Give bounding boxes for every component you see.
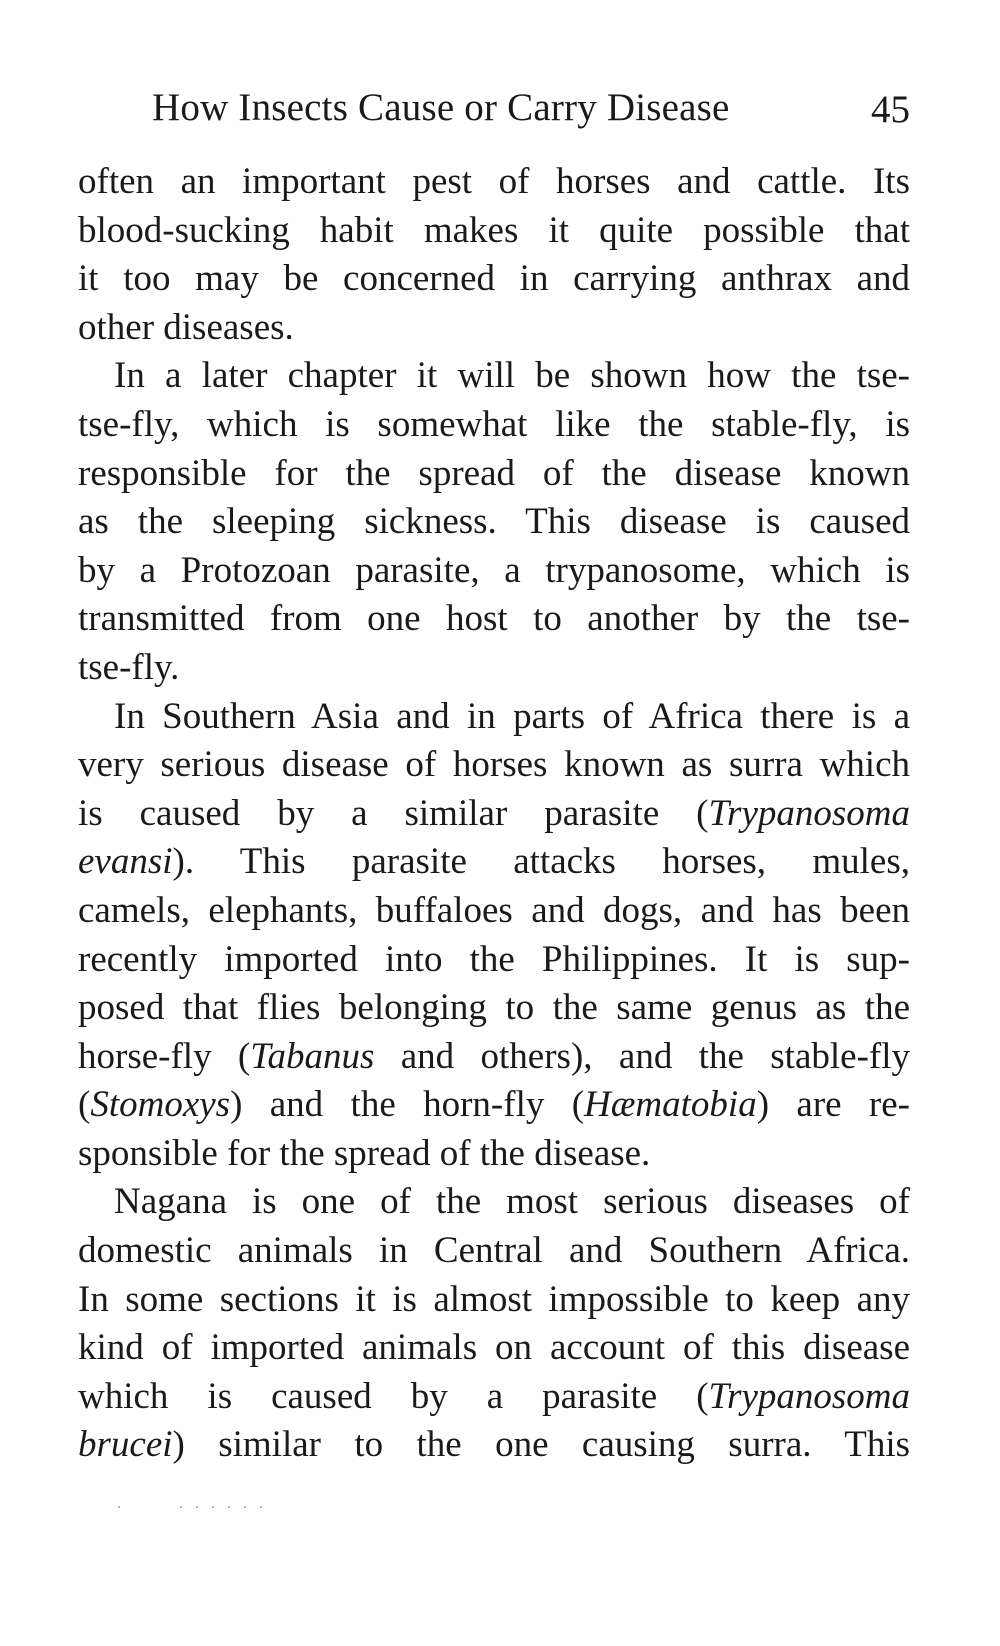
text-run: ) and the horn-fly ( bbox=[230, 1084, 585, 1126]
speck bbox=[196, 1506, 198, 1508]
text-line: Nagana is one of the most serious diseases of bbox=[114, 1181, 910, 1223]
text-line: recently imported into the Philippines. It is sup- bbox=[78, 938, 910, 980]
text-line: camels, elephants, buffaloes and dogs, and has been bbox=[78, 889, 910, 931]
speck bbox=[118, 1506, 120, 1508]
text-line: often an important pest of horses and cattle. Its bbox=[78, 161, 910, 202]
text-run: horse-fly ( bbox=[78, 1035, 251, 1077]
text-line: by a Protozoan parasite, a trypanosome, which is bbox=[78, 549, 910, 591]
text-run: ( bbox=[78, 1084, 91, 1126]
text-line: In Southern Asia and in parts of Africa there is a bbox=[114, 695, 910, 737]
running-title: How Insects Cause or Carry Disease bbox=[152, 86, 730, 129]
text-run: ). This parasite attacks horses, mules, bbox=[172, 841, 910, 883]
text-line: very serious disease of horses known as surra which bbox=[78, 744, 910, 786]
speck bbox=[228, 1506, 230, 1508]
italic-run: Trypanosoma bbox=[708, 1375, 910, 1417]
running-head bbox=[78, 78, 910, 138]
text-line: domestic animals in Central and Southern Africa. bbox=[78, 1230, 910, 1272]
text-line: In a later chapter it will be shown how the tse- bbox=[114, 355, 910, 397]
speck bbox=[260, 1506, 262, 1508]
italic-run: Tabanus bbox=[250, 1035, 375, 1077]
text-line: In some sections it is almost impossible to keep any bbox=[78, 1278, 910, 1320]
text-line bbox=[78, 838, 910, 887]
text-line bbox=[78, 1421, 910, 1470]
italic-run: Hæmatobia bbox=[584, 1084, 757, 1126]
italic-run: Trypanosoma bbox=[708, 792, 910, 834]
text-line: sponsible for the spread of the disease. bbox=[78, 1132, 651, 1174]
italic-run: brucei bbox=[78, 1424, 173, 1466]
text-run: ) are re- bbox=[756, 1084, 910, 1126]
text-line: tse-fly, which is somewhat like the stable-fly, is bbox=[78, 403, 910, 445]
text-line: as the sleeping sickness. This disease is caused bbox=[78, 501, 910, 543]
text-line bbox=[78, 1081, 910, 1130]
page-number: 45 bbox=[871, 88, 910, 131]
italic-run: Stomoxys bbox=[90, 1084, 231, 1126]
print-specks bbox=[118, 1506, 288, 1514]
text-line: responsible for the spread of the disease known bbox=[78, 452, 910, 494]
text-line bbox=[78, 790, 910, 839]
speck bbox=[180, 1506, 182, 1508]
text-line: it too may be concerned in carrying anthrax and bbox=[78, 258, 910, 300]
speck bbox=[212, 1506, 214, 1508]
text-line: other diseases. bbox=[78, 306, 294, 348]
italic-run: evansi bbox=[78, 841, 173, 883]
body-text bbox=[78, 158, 910, 1470]
text-line: transmitted from one host to another by the tse- bbox=[78, 598, 910, 640]
text-line: kind of imported animals on account of this disease bbox=[78, 1327, 910, 1369]
text-line bbox=[78, 1373, 910, 1422]
speck bbox=[244, 1506, 246, 1508]
text-line: blood-sucking habit makes it quite possible that bbox=[78, 209, 910, 251]
text-run: which is caused by a parasite ( bbox=[78, 1375, 709, 1417]
text-run: is caused by a similar parasite ( bbox=[78, 792, 709, 834]
text-line: posed that flies belonging to the same genus as the bbox=[78, 987, 910, 1029]
text-line: tse-fly. bbox=[78, 646, 180, 688]
text-line bbox=[78, 1033, 910, 1082]
text-run: and others), and the stable-fly bbox=[374, 1035, 910, 1077]
text-run: ) similar to the one causing surra. This bbox=[172, 1424, 910, 1466]
